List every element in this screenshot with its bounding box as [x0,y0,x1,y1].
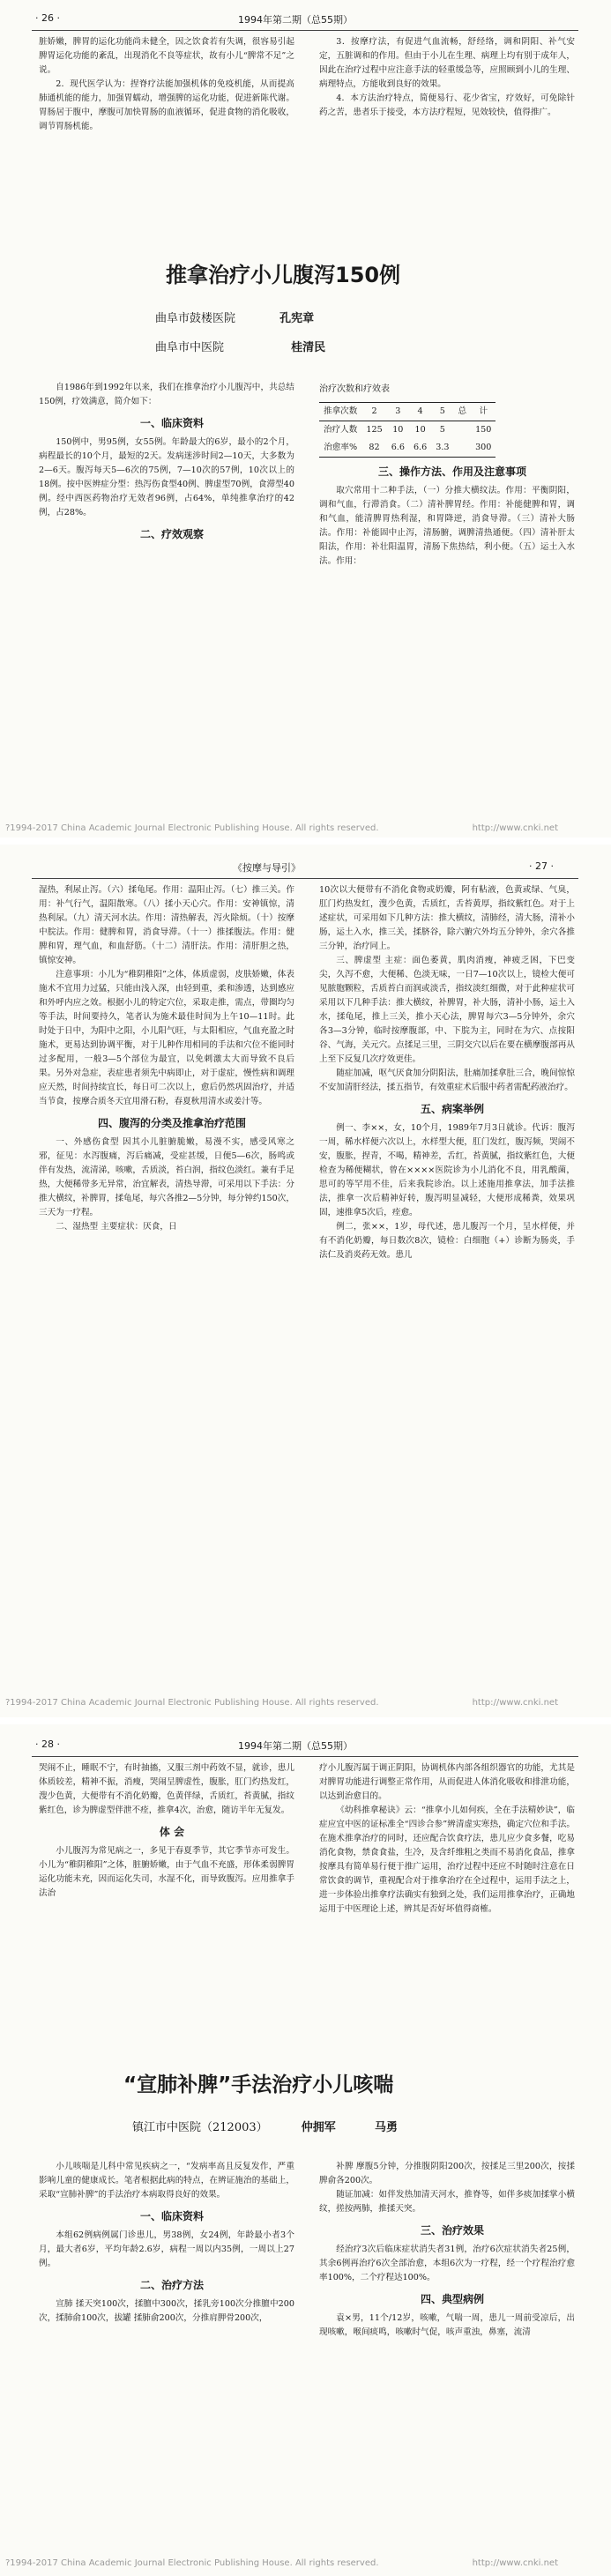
paragraph: 三、脾虚型 主症：面色萎黄，肌肉消瘦，神疲乏困，下巴变尖，久泻不愈，大便稀、色淡无味，一日7—10次以上，镜检大便可见脓胞颗粒，舌质苔白而润或淡舌，指纹淡红细微，对于此种症状可采用以下几种手法：推大横纹，补脾胃，补大肠，清补小肠，运土入水，揉龟尾，推上三关，推小天心法，脾胃每穴3—5分钟外，余穴各3—3分钟，临时按摩腹部，中、下脘为主，同时在为穴、点按阳谷、气海，关元穴。点揉足三里，三阴交穴以后在要在横摩腹部再从上至下反复几次疗效更佳。 [319,956,575,1064]
paragraph: 2．现代医学认为：捏脊疗法能加强机体的免疫机能，从而提高肺通机能的能力，加强胃蠕动，增强脾的运化功能，促进新陈代谢。胃肠居于腹中，摩腹可加快胃肠的血液循环，促进食物的消化吸收，调节胃肠机能。 [39,79,294,131]
table-cell: 82 [361,439,386,458]
table-header-cell: 3 [387,403,409,421]
paragraph: 10次以大便带有不消化食物或奶瓣，阿有粘液，色黄或绿、气臭，肛门灼热发红，溲少色黄，舌质红，舌苔黄厚，指纹紫红色。对于上述症状，可采用如下几种方法：推大横纹，清肺经，清大肠，清补小肠，运土入水，推三关，揉脐谷，除六腑穴外均五分钟外，余穴各推三分钟，治疗同上。 [319,885,575,951]
paragraph: 哭闹不止，睡眠不宁，有时抽搐，又服三剂中药效不显，就诊，患儿体质较差，精神不振，消瘦，哭闹呈脾虚性，腹胀，肛门灼热发红，溲少色黄，大便带有不消化奶瓣，色黄伴绿，舌质红，苔黄腻，指纹紫红色，诊为脾虚型伴泄不痊，推拿4次，治愈，随访半年无复发。 [39,1763,294,1815]
page-number: · 27 · [529,860,554,872]
paragraph: 4．本方法治疗特点，简便易行、花少省宝，疗效好，可免除针药之苦，患者乐于接受，本方法疗程短，见效较快，值得推广。 [319,93,575,117]
paragraph: 疗小儿腹泻属于调正阴阳，协调机体内部各组织器官的功能，尤其是对脾胃功能进行调整正常作用，从而促进人体消化吸收和排泄功能，以达到治愈目的。 [319,1763,575,1801]
column-name: 《按摩与导引》 [233,862,301,874]
table-row [319,439,496,458]
table-caption: 治疗次数和疗效表 [319,384,390,394]
section-heading: 四、腹泻的分类及推拿治疗范围 [97,1117,246,1129]
table-cell: 治疗人数 [324,425,358,435]
header-rule [32,878,578,879]
paragraph: 小儿腹泻为常见病之一，多见于春夏季节，其它季节亦可发生。小儿为“稚阴稚阳”之体，脏腑娇嫩，由于气血不充盛，形体柔弱脾胃运化功能未充，因而运化失司，水湿不化，而导致腹泻。应用推拿手法治 [39,1846,294,1898]
paragraph: 随症加减，呕气厌食加分阴阳法，肚痛加揉拿肚三合，晚间惊惊不安加清肝经法，揉五指节，有效重症术后服中药者需配药液治疗。 [319,1068,575,1092]
author-name: 孔宪章 [279,312,315,325]
paragraph: 随证加减：如伴发热加清天河水，推脊等，如伴多痰加揉掌小横纹，搓按两肺，推揉天突。 [319,2190,575,2214]
author-line [155,309,314,325]
header-rule [32,30,578,31]
table-header-cell: 总 [453,403,471,421]
section-heading: 体 会 [159,1826,185,1838]
paragraph: 《幼科推拿秘诀》云：“推拿小儿如何疾，全在手法精妙诀”，临症应宜中医的证标准全“四诊合参”辨清虚实寒热，确定穴位和手法。在施术推拿治疗的同时，还应配合饮食疗法，患儿应少食多餐，吃易消化食物，禁食食盐，生冷，及含纤维粗之类而不易消化食品，推拿按摩具有简单易行便于推广运用，治疗过程中还应不时随时注意在日常饮食的调节，重视配合对于推拿治疗在全过程中，运用手法之上，进一步体验出推拿疗法确实有独到之处，我们运用推拿治疗，正确地运用于中医理论上述，辨其是否好坏值得商榷。 [319,1805,575,1914]
right-column-top [319,1761,575,2017]
paragraph: 例二，张××，1岁，母代述，患儿腹泻一个月，呈水样便，并有不消化奶瓣，每日数次8次，镜检：白细胞（+）诊断为肠炎，手法仁及消炎药无效。患儿 [319,1222,575,1260]
table-cell: 10 [414,425,426,435]
section-heading: 五、病案举例 [420,1103,484,1115]
table-cell: 300 [471,439,496,458]
table-cell [453,421,471,440]
table-cell: 150 [475,425,492,435]
table-cell: 治愈率% [319,439,361,458]
paragraph: 取穴常用十二种手法，（一）分推大横纹法。作用：平衡阴阳，调和气血，行滞消食。（二）清补脾胃经。作用：补能健脾和胃，调和气血，能清脾胃热利湿，和胃降逆，消食导滞。（三）清补大肠法。作用：补能固中止泻，清肠腑，调脾清热通便。（四）清补肝太阳法，作用：补壮阳温胃，清肠下焦热结，利小便。（五）运土入水法。作用： [319,486,575,566]
page-26 [0,0,611,838]
copyright-text: ?1994-2017 China Academic Journal Electronic Publishing House. All rights reserved. [5,1698,379,1708]
paragraph: 脏娇嫩，脾胃的运化功能尚未健全，因之饮食若有失调，很容易引起脾胃运化功能的紊乱，出现消化不良等症状，故有小儿“脾常不足”之说。 [39,37,294,75]
section-heading: 三、操作方法、作用及注意事项 [377,465,526,478]
intro: 自1986年到1992年以来，我们在推拿治疗小儿腹泻中，共总结150例，疗效满意，简介如下： [39,383,294,406]
author-line [155,338,325,354]
article-title: “宣肺补脾”手法治疗小儿咳喘 [123,2073,394,2096]
site-link[interactable]: http://www.cnki.net [472,2558,558,2568]
header-rule [32,1756,578,1757]
table-row [319,421,496,440]
site-link[interactable]: http://www.cnki.net [472,823,558,833]
table-cell: 6.6 [409,439,431,458]
page-number: · 28 · [35,1738,60,1750]
section-heading: 二、治疗方法 [139,2279,204,2291]
page-28 [0,1724,611,2576]
table-header-cell: 推拿次数 [319,403,361,421]
paragraph: 湿热，利尿止泻。（六）揉龟尾。作用：温阳止泻。（七）推三关。作用：补气行气，温阳散寒。（八）揉小天心穴。作用：安神镇惊，清热利尿。（九）清天河水法。作用：清热解表，泻火除烦。（十）按摩中脘法。作用：健脾和胃，消食导滞。（十一）推揉腹法。作用：健脾和胃，理气血，和血舒筋。（十二）清肝法。作用：清肝胆之热，镇惊安神。 [39,885,294,965]
page-27 [0,845,611,1717]
table-header-cell: 5 [431,403,453,421]
author-name: 马勇 [374,2121,398,2134]
site-link[interactable]: http://www.cnki.net [472,1698,558,1708]
author-name: 仲拥军 [301,2121,336,2134]
paragraph: 袁×男，11个/12岁，咳嗽，气喘一周，患儿一周前受凉后，出现咳嗽，喉间痰鸣，咳嗽时气促，咳声重浊，鼻塞，流清 [319,2313,575,2337]
table-header-row [319,403,496,421]
table-header-cell: 4 [409,403,431,421]
section-heading: 一、临床资料 [139,417,204,429]
right-column [319,883,575,1677]
section-heading: 一、临床资料 [139,2210,204,2222]
author-org: 曲阜市鼓楼医院 [155,312,236,325]
paragraph: 补脾 摩腹5分钟，分推腹阴阳200次，按揉足三里200次，按揉脾俞各200次。 [319,2162,575,2185]
section-heading: 二、疗效观察 [139,528,204,540]
left-column-body [39,2160,294,2548]
paragraph: 经治疗3次后临床症状消失者31例，治疗6次症状消失者25例，其余6例再治疗6次全部治愈，本组6次为一疗程，经一个疗程治疗愈率100%，二个疗程达100%。 [319,2245,575,2282]
results-table [319,402,496,458]
paragraph: 一、外感伤食型 因其小儿脏腑脆嫩，易漫不实，感受风寒之邪，征见：水泻腹痛，泻后痛减，受症甚缓，日便5—6次，肠鸣或伴有发热，流清涕，咳嗽，舌质淡，苔白润，指纹色淡红。兼有手足热，大便稀带多无异常，治宜解表，清热导滞，可采用以下手法：分推大横纹，补脾胃，揉龟尾，每穴各推2—5分钟，每分钟约150次，三天为一疗程。 [39,1137,294,1217]
table-cell: 5 [439,425,445,435]
paragraph: 150例中，男95例，女55例。年龄最大的6岁，最小的2个月，病程最长的10个月，最短的2天。发病迷涉时间2—10天，大多数为2—6天。腹泻每天5—6次的75例，7—10次的57例，10次以上的18例。按中医辨症分型：热泻伤食型40例、脾虚型70例，食滞型40例。经中西医药物治疗无效者96例，占64%，单纯推拿治疗的42例，占28%。 [39,437,294,517]
paragraph: 注意事项：小儿为“稚阴稚阳”之体，体质虚弱，皮肤娇嫩，体表施术不宜用力过猛，只能由浅入深，由轻到重，柔和渗透，达到感应和外呼内应之效。根据小儿的特定穴位，采取走推，需点，带圈均匀等手法，时间要持久，笔者认为施术最佳时间为上午10—11时。此时处于日中，为阳中之阳，小儿阳气旺，与太阳相应，气血充盈之时施术，更易达到协调平衡，对于儿种作用相同的手法和穴位不能同时过多配用，一般3—5个部位为最宜，以免刺激太大而导致不良后果。另外对急症，表症患者须先中病即止，对于虚症，慢性病和调理应天然，时间持续宜长，每日可二次以上，愈后仍然巩固治疗，并适当节食，按摩合质冬天宜用滑石粉，春夏秋用清水或姜汁等。 [39,970,294,1106]
left-column-top [39,1761,294,2017]
table-cell: 3.3 [431,439,453,458]
section-heading: 四、典型病例 [420,2293,484,2305]
table-cell: 125 [366,425,383,435]
table-cell [453,439,471,458]
paragraph: 例一、李××，女，10个月，1989年7月3日就诊。代诉：腹泻一周，稀水样便六次以上，水样型大便，肛门发红，腹泻频，哭闹不安，腹胀，捏青，不喝，精神差，舌红，苔黄腻，指纹紫红色，大便检查为稀便糊状，曾在××××医院诊为小儿消化不良，用乳酸菌，思可的等罕用不佳，后来我院诊治。以上述施用推拿法，加手法推法，推拿一次后精神好转，腹泻明显减轻，大便形成稀粪，效果巩固，速推拿5次后，痊愈。 [319,1123,575,1217]
paragraph: 二、湿热型 主要症状：厌食，日 [56,1222,177,1232]
table-cell: 10 [392,425,404,435]
author-org: 镇江市中医院（212003） [132,2121,268,2134]
paragraph: 3．按摩疗法，有促进气血流畅，舒经络，调和阴阳、补气安定，五脏调和的作用。但由于小儿在生理、病理上均有别于成年人，因此在治疗过程中应注意手法的轻重缓急等，应照顾到小儿的生理、病理特点，方能收到良好的效果。 [319,37,575,89]
author-line [132,2118,398,2134]
copyright-text: ?1994-2017 China Academic Journal Electronic Publishing House. All rights reserved. [5,2558,379,2568]
paragraph: 宣肺 揉天突100次，揉膻中300次，揉乳旁100次分推膻中200次，揉肺俞100次，拔罐 揉肺俞200次，分推肩胛骨200次， [39,2299,294,2323]
page-number: · 26 · [35,12,60,24]
table-header-cell: 2 [361,403,386,421]
copyright-text: ?1994-2017 China Academic Journal Electronic Publishing House. All rights reserved. [5,823,379,833]
section-heading: 三、治疗效果 [420,2224,484,2237]
article-title: 推拿治疗小儿腹泻150例 [166,263,401,287]
right-column-top [319,35,575,212]
paragraph: 小儿咳喘是儿科中常见疾病之一，“发病率高且反复发作，严重影响儿童的健康成长。笔者根据此病的特点，在辨证施治的基础上，采取“宣肺补脾”的手法治疗本病取得良好的效果。 [39,2162,294,2200]
left-column-body [39,381,294,751]
journal-issue: 1994年第二期（总55期） [238,14,353,26]
paragraph: 本组62例病例属门诊患儿，男38例，女24例，年龄最小者3个月，最大者6岁，平均年龄2.6岁，病程一周以内35例，一周以上27例。 [39,2230,294,2268]
table-header-cell: 计 [471,403,496,421]
author-name: 桂清民 [291,341,326,354]
right-column-body [319,381,575,795]
left-column [39,883,294,1677]
table-cell: 6.6 [387,439,409,458]
author-org: 曲阜市中医院 [155,341,225,354]
journal-issue: 1994年第二期（总55期） [238,1740,353,1752]
left-column-top [39,35,294,212]
right-column-body [319,2160,575,2548]
